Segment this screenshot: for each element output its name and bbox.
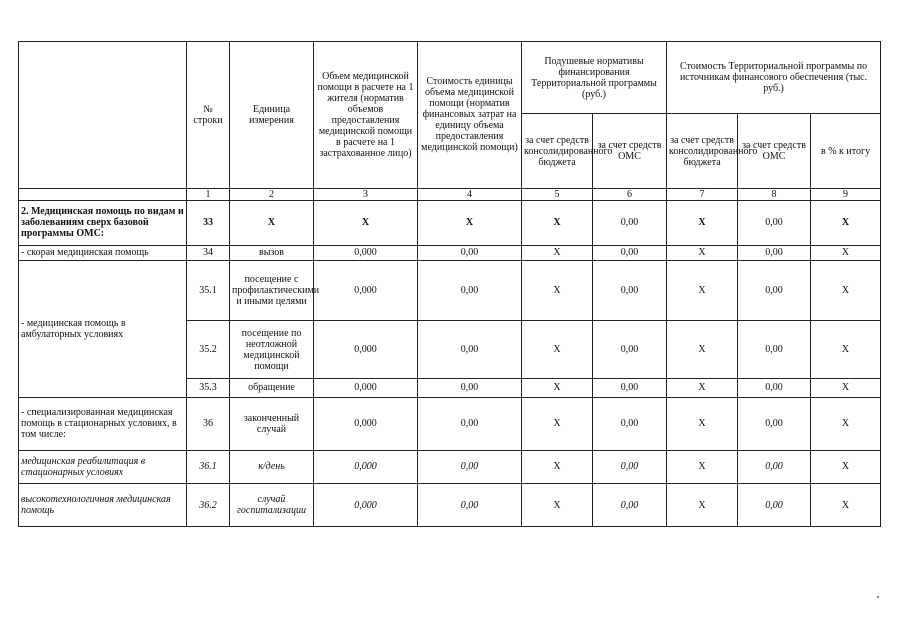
- column-number-blank: [19, 188, 187, 200]
- cell-cost-oms: 0,00: [738, 321, 811, 379]
- cell-per-capita-oms: 0,00: [593, 379, 667, 397]
- cell-per-capita-oms: 0,00: [593, 484, 667, 527]
- cell-cost-oms: 0,00: [738, 245, 811, 260]
- header-volume: Объем медицинской помощи в расчете на 1 жителя (норматив объемов предоставления медицинской помощи в расчете на 1 застрахованное лицо): [314, 42, 418, 189]
- cell-unit-cost: 0,00: [418, 321, 522, 379]
- financing-table: [18, 41, 881, 527]
- column-number: 7: [667, 188, 738, 200]
- cell-volume: Х: [314, 200, 418, 245]
- column-number: 8: [738, 188, 811, 200]
- cell-percent: Х: [811, 245, 881, 260]
- cell-per-capita-oms: 0,00: [593, 321, 667, 379]
- header-col9: в % к итогу: [811, 114, 881, 188]
- table-row: [19, 397, 881, 450]
- row-number: 34: [187, 245, 230, 260]
- cell-per-capita-budget: Х: [522, 397, 593, 450]
- cell-volume: 0,000: [314, 321, 418, 379]
- row-number: 35.1: [187, 261, 230, 321]
- cell-volume: 0,000: [314, 245, 418, 260]
- table-row: [19, 245, 881, 260]
- row-unit: случай госпитализации: [230, 484, 314, 527]
- row-unit: законченный случай: [230, 397, 314, 450]
- table-row: [19, 484, 881, 527]
- cell-unit-cost: 0,00: [418, 245, 522, 260]
- cell-per-capita-oms: 0,00: [593, 450, 667, 484]
- header-unit-cost: Стоимость единицы объема медицинской помощи (норматив финансовых затрат на единицу объема предоставления медицинской помощи): [418, 42, 522, 189]
- cell-per-capita-budget: Х: [522, 450, 593, 484]
- cell-per-capita-budget: Х: [522, 321, 593, 379]
- cell-volume: 0,000: [314, 397, 418, 450]
- row-unit: обращение: [230, 379, 314, 397]
- scan-speck: [877, 596, 879, 598]
- cell-cost-oms: 0,00: [738, 200, 811, 245]
- header-cost-group: Стоимость Территориальной программы по источникам финансового обеспечения (тыс. руб.): [667, 42, 881, 114]
- cell-per-capita-budget: Х: [522, 484, 593, 527]
- cell-percent: Х: [811, 484, 881, 527]
- cell-cost-budget: Х: [667, 245, 738, 260]
- cell-unit-cost: Х: [418, 200, 522, 245]
- cell-cost-budget: Х: [667, 261, 738, 321]
- cell-cost-oms: 0,00: [738, 397, 811, 450]
- cell-volume: 0,000: [314, 261, 418, 321]
- cell-volume: 0,000: [314, 484, 418, 527]
- cell-cost-oms: 0,00: [738, 484, 811, 527]
- row-number: 36: [187, 397, 230, 450]
- cell-cost-budget: Х: [667, 397, 738, 450]
- cell-per-capita-oms: 0,00: [593, 261, 667, 321]
- cell-unit-cost: 0,00: [418, 397, 522, 450]
- column-number: 5: [522, 188, 593, 200]
- column-number: 2: [230, 188, 314, 200]
- cell-per-capita-budget: Х: [522, 261, 593, 321]
- row-number: 33: [187, 200, 230, 245]
- row-name: - специализированная медицинская помощь в стационарных условиях, в том числе:: [19, 397, 187, 450]
- row-unit: к/день: [230, 450, 314, 484]
- cell-cost-budget: Х: [667, 321, 738, 379]
- cell-cost-oms: 0,00: [738, 450, 811, 484]
- cell-per-capita-oms: 0,00: [593, 397, 667, 450]
- table-row: [19, 450, 881, 484]
- row-name: - медицинская помощь в амбулаторных условиях: [19, 261, 187, 398]
- column-number: 6: [593, 188, 667, 200]
- cell-cost-budget: Х: [667, 379, 738, 397]
- cell-percent: Х: [811, 321, 881, 379]
- row-name: медицинская реабилитация в стационарных условиях: [19, 450, 187, 484]
- column-number: 3: [314, 188, 418, 200]
- header-per-capita-group: Подушевые нормативы финансирования Территориальной программы (руб.): [522, 42, 667, 114]
- cell-cost-budget: Х: [667, 484, 738, 527]
- cell-unit-cost: 0,00: [418, 379, 522, 397]
- cell-per-capita-oms: 0,00: [593, 200, 667, 245]
- cell-cost-oms: 0,00: [738, 261, 811, 321]
- row-unit: посещение по неотложной медицинской помощи: [230, 321, 314, 379]
- header-col5: за счет средств консолидированного бюджета: [522, 114, 593, 188]
- row-unit: Х: [230, 200, 314, 245]
- row-unit: вызов: [230, 245, 314, 260]
- row-number: 35.3: [187, 379, 230, 397]
- table-row: [19, 200, 881, 245]
- row-unit: посещение с профилактическими и иными целями: [230, 261, 314, 321]
- column-number: 1: [187, 188, 230, 200]
- cell-cost-budget: Х: [667, 200, 738, 245]
- row-number: 36.2: [187, 484, 230, 527]
- row-name: 2. Медицинская помощь по видам и заболеваниям сверх базовой программы ОМС:: [19, 200, 187, 245]
- row-name: высокотехнологичная медицинская помощь: [19, 484, 187, 527]
- header-row-1: [19, 42, 881, 114]
- table-row: [19, 261, 881, 321]
- cell-per-capita-budget: Х: [522, 379, 593, 397]
- header-unit: Единица измерения: [230, 42, 314, 189]
- header-col7: за счет средств консолидированного бюджета: [667, 114, 738, 188]
- cell-per-capita-budget: Х: [522, 245, 593, 260]
- row-number: 35.2: [187, 321, 230, 379]
- cell-unit-cost: 0,00: [418, 484, 522, 527]
- cell-percent: Х: [811, 200, 881, 245]
- header-row-no: № строки: [187, 42, 230, 189]
- cell-percent: Х: [811, 379, 881, 397]
- cell-per-capita-oms: 0,00: [593, 245, 667, 260]
- cell-cost-oms: 0,00: [738, 379, 811, 397]
- cell-percent: Х: [811, 261, 881, 321]
- cell-percent: Х: [811, 397, 881, 450]
- cell-volume: 0,000: [314, 379, 418, 397]
- cell-unit-cost: 0,00: [418, 450, 522, 484]
- header-col6: за счет средств ОМС: [593, 114, 667, 188]
- column-number: 4: [418, 188, 522, 200]
- cell-per-capita-budget: Х: [522, 200, 593, 245]
- column-number: 9: [811, 188, 881, 200]
- cell-percent: Х: [811, 450, 881, 484]
- header-name-cell: [19, 42, 187, 189]
- row-number: 36.1: [187, 450, 230, 484]
- cell-volume: 0,000: [314, 450, 418, 484]
- cell-cost-budget: Х: [667, 450, 738, 484]
- row-name: - скорая медицинская помощь: [19, 245, 187, 260]
- header-col8: за счет средств ОМС: [738, 114, 811, 188]
- cell-unit-cost: 0,00: [418, 261, 522, 321]
- column-numbers-row: [19, 188, 881, 200]
